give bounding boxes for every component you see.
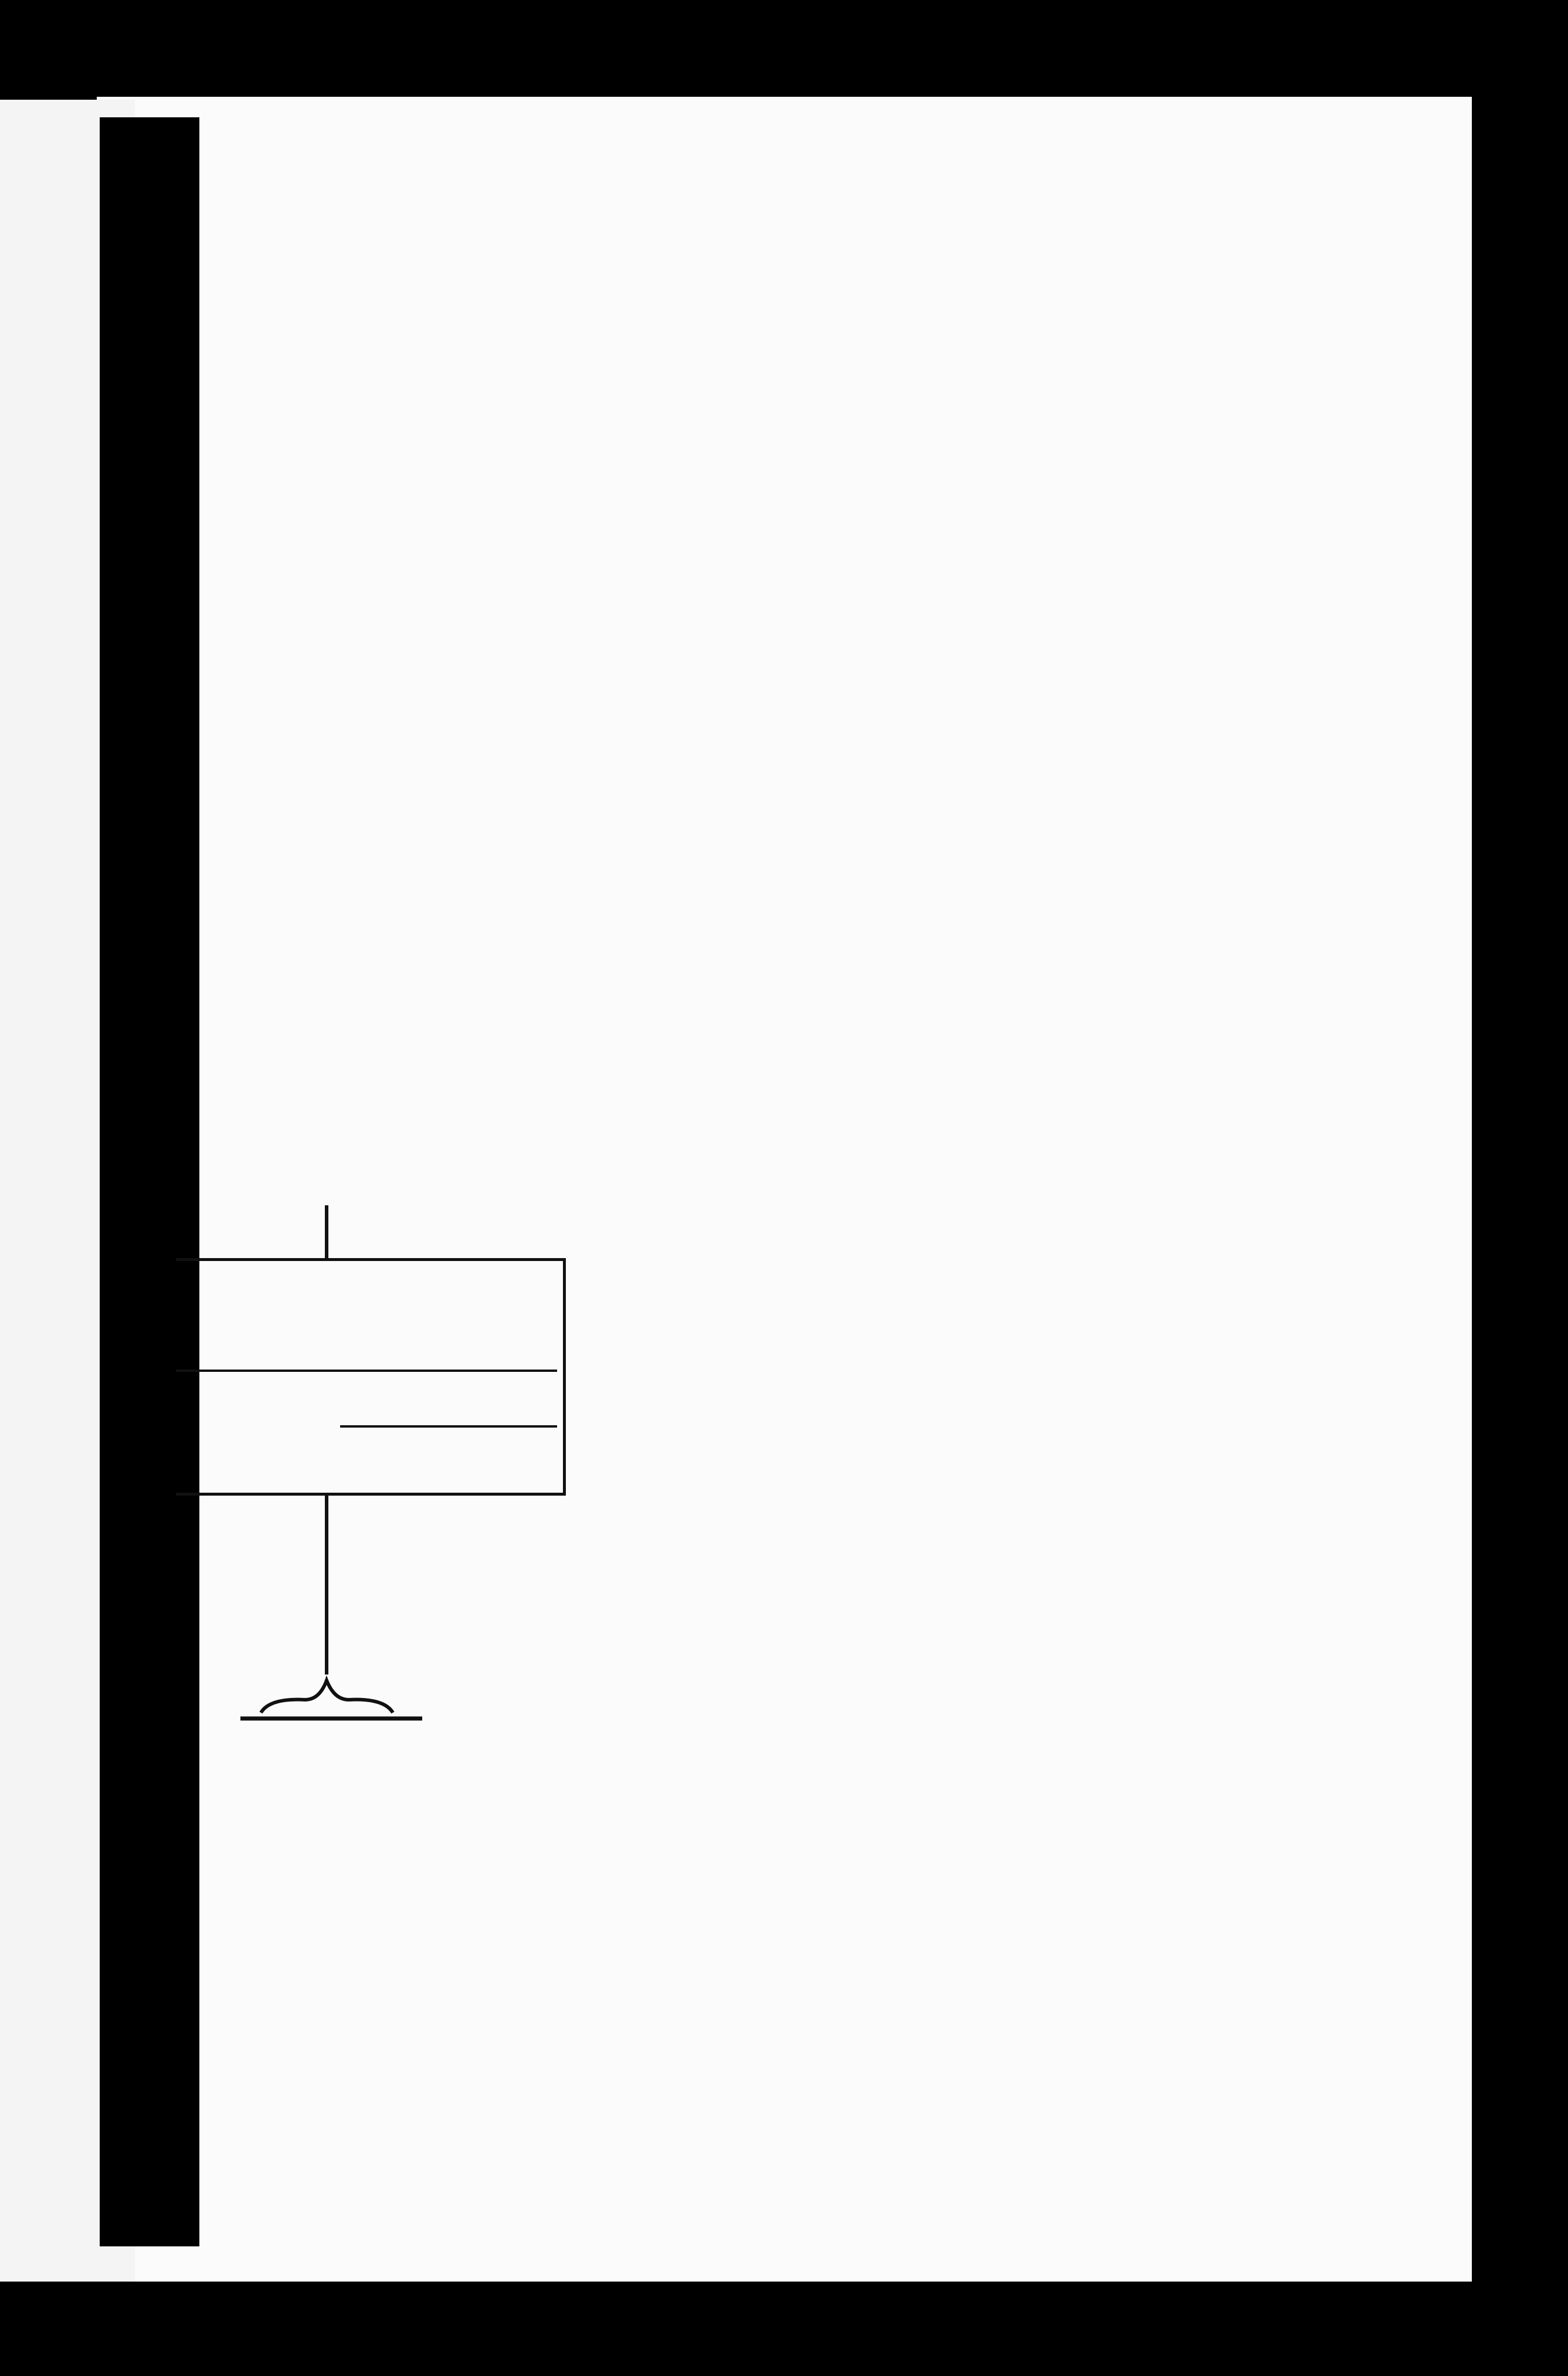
- scale-post: [325, 1493, 328, 1675]
- calc-divider-line: [176, 1370, 557, 1372]
- book-spine-shadow: [100, 117, 199, 2246]
- calc-proof-line: [340, 1425, 557, 1428]
- scale-post-top: [325, 1205, 328, 1258]
- division-calculation: [176, 1258, 566, 1496]
- scale-base-illustration: [235, 1666, 446, 1730]
- book-page: [97, 97, 1472, 2282]
